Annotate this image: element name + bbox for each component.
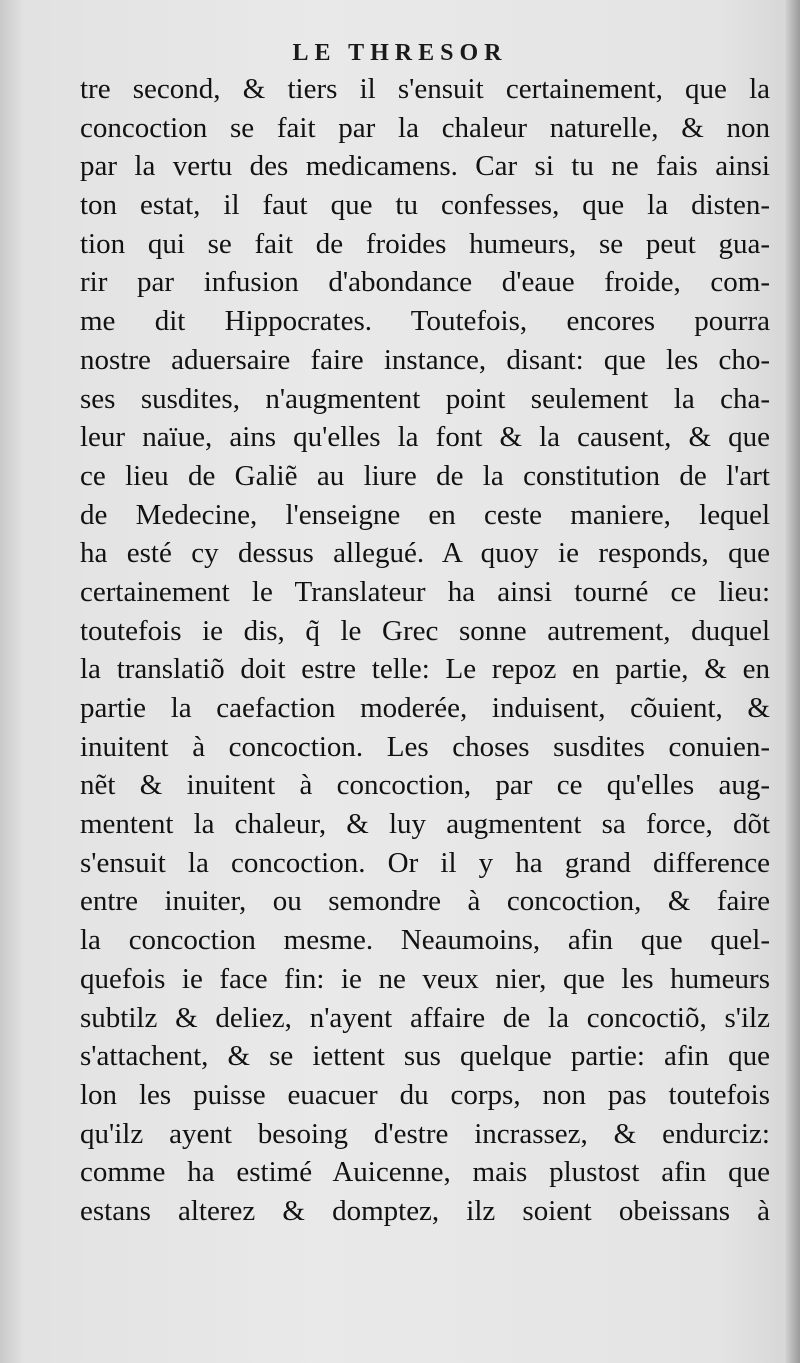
text-line: ses susdites, n'augmentent point seulement la cha-: [80, 382, 770, 415]
text-line: entre inuiter, ou semondre à concoction, & faire: [80, 885, 770, 918]
text-line: comme ha estimé Auicenne, mais plustost afin que: [80, 1156, 770, 1189]
text-line: la translatiõ doit estre telle: Le repoz en partie, & en: [80, 653, 770, 686]
text-line: ton estat, il faut que tu confesses, que la disten-: [80, 189, 770, 222]
text-line: ha esté cy dessus allegué. A quoy ie responds, que: [80, 537, 770, 570]
text-line: ce lieu de Galiẽ au liure de la constitution de l'art: [80, 459, 770, 492]
text-line: de Medecine, l'enseigne en ceste maniere, lequel: [80, 498, 770, 531]
body-text: [80, 70, 770, 1231]
text-line: s'ensuit la concoction. Or il y ha grand difference: [80, 846, 770, 879]
text-line: quefois ie face fin: ie ne veux nier, que les humeurs: [80, 962, 770, 995]
text-line: me dit Hippocrates. Toutefois, encores pourra: [80, 305, 770, 338]
text-line: inuitent à concoction. Les choses susdites conuien-: [80, 730, 770, 763]
text-line: concoction se fait par la chaleur naturelle, & non: [80, 111, 770, 144]
text-line: mentent la chaleur, & luy augmentent sa force, dõt: [80, 808, 770, 841]
text-line: qu'ilz ayent besoing d'estre incrassez, & endurciz:: [80, 1117, 770, 1150]
text-line: tre second, & tiers il s'ensuit certainement, que la: [80, 73, 770, 105]
text-line: la concoction mesme. Neaumoins, afin que quel-: [80, 924, 770, 957]
text-line: partie la caefaction moderée, induisent, cõuient, &: [80, 692, 770, 724]
text-line: leur naïue, ains qu'elles la font & la causent, & que: [80, 421, 770, 454]
text-line: toutefois ie dis, q̃ le Grec sonne autrement, duquel: [80, 614, 770, 647]
running-head: LE THRESOR: [292, 40, 508, 66]
text-line: nẽt & inuitent à concoction, par ce qu'elles aug-: [80, 769, 770, 802]
text-line: par la vertu des medicamens. Car si tu ne fais ainsi: [80, 150, 770, 183]
page-edge-shadow: [786, 0, 800, 1363]
text-line: nostre aduersaire faire instance, disant: que les cho-: [80, 343, 770, 376]
text-line: rir par infusion d'abondance d'eaue froide, com-: [80, 266, 770, 299]
text-line: estans alterez & domptez, ilz soient obeissans à: [80, 1194, 770, 1227]
text-line: s'attachent, & se iettent sus quelque partie: afin que: [80, 1040, 770, 1073]
text-line: subtilz & deliez, n'ayent affaire de la concoctiõ, s'ilz: [80, 1001, 770, 1034]
text-line: tion qui se fait de froides humeurs, se peut gua-: [80, 227, 770, 260]
text-line: lon les puisse euacuer du corps, non pas toutefois: [80, 1078, 770, 1111]
text-line: certainement le Translateur ha ainsi tourné ce lieu:: [80, 575, 770, 608]
